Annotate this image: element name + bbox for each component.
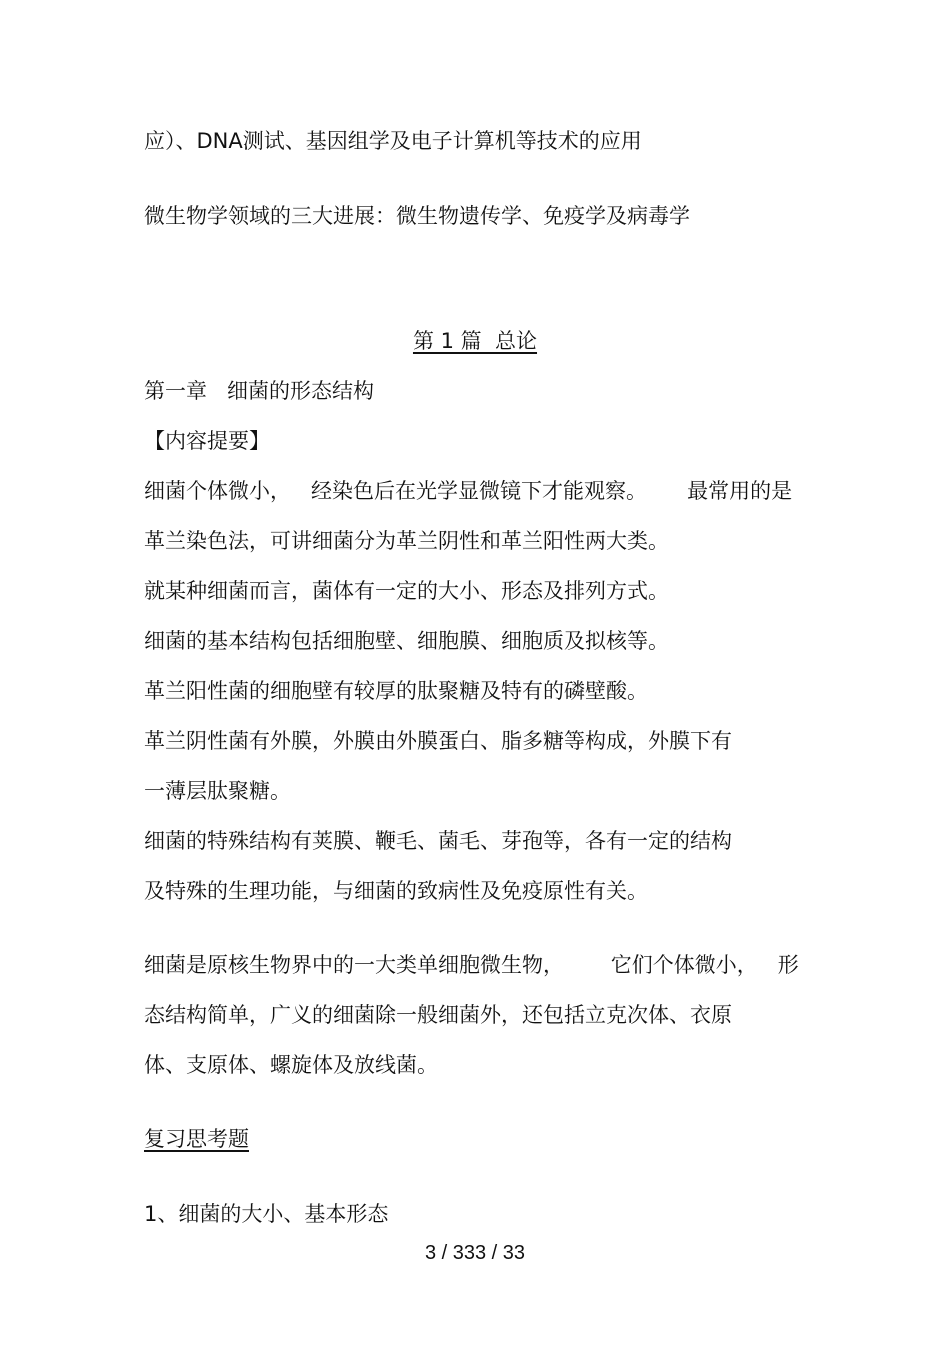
chapter-title: 第一章 细菌的形态结构 bbox=[144, 379, 375, 403]
summary-line: 细菌的特殊结构有荚膜、鞭毛、菌毛、芽孢等，各有一定的结构 bbox=[144, 829, 732, 853]
review-heading bbox=[144, 1126, 249, 1152]
summary-line: 革兰阳性菌的细胞壁有较厚的肽聚糖及特有的磷壁酸。 bbox=[144, 679, 648, 703]
body-line: 态结构简单，广义的细菌除一般细菌外，还包括立克次体、衣原 bbox=[144, 1003, 732, 1027]
page-indicator: 3 / 333 / 33 bbox=[424, 1242, 526, 1264]
review-heading-text: 复习思考题 bbox=[144, 1127, 249, 1151]
part-title-text: 第 1 篇 总论 bbox=[412, 329, 538, 353]
intro-line-2: 微生物学领域的三大进展：微生物遗传学、免疫学及病毒学 bbox=[144, 204, 690, 228]
summary-line: 一薄层肽聚糖。 bbox=[144, 779, 291, 803]
body-line: 体、支原体、螺旋体及放线菌。 bbox=[144, 1053, 438, 1077]
summary-line: 革兰染色法，可讲细菌分为革兰阴性和革兰阳性两大类。 bbox=[144, 529, 669, 553]
summary-heading: 【内容提要】 bbox=[144, 429, 270, 453]
part-title bbox=[0, 328, 950, 354]
summary-line: 细菌个体微小， 经染色后在光学显微镜下才能观察。 最常用的是 bbox=[144, 479, 793, 503]
summary-line: 就某种细菌而言，菌体有一定的大小、形态及排列方式。 bbox=[144, 579, 669, 603]
summary-line: 革兰阴性菌有外膜，外膜由外膜蛋白、脂多糖等构成，外膜下有 bbox=[144, 729, 732, 753]
question-item: 1、细菌的大小、基本形态 bbox=[144, 1202, 389, 1226]
intro-line-1: 应）、DNA测试、基因组学及电子计算机等技术的应用 bbox=[144, 129, 642, 153]
summary-line: 及特殊的生理功能，与细菌的致病性及免疫原性有关。 bbox=[144, 879, 648, 903]
body-line: 细菌是原核生物界中的一大类单细胞微生物， 它们个体微小， 形 bbox=[144, 953, 799, 977]
summary-line: 细菌的基本结构包括细胞壁、细胞膜、细胞质及拟核等。 bbox=[144, 629, 669, 653]
